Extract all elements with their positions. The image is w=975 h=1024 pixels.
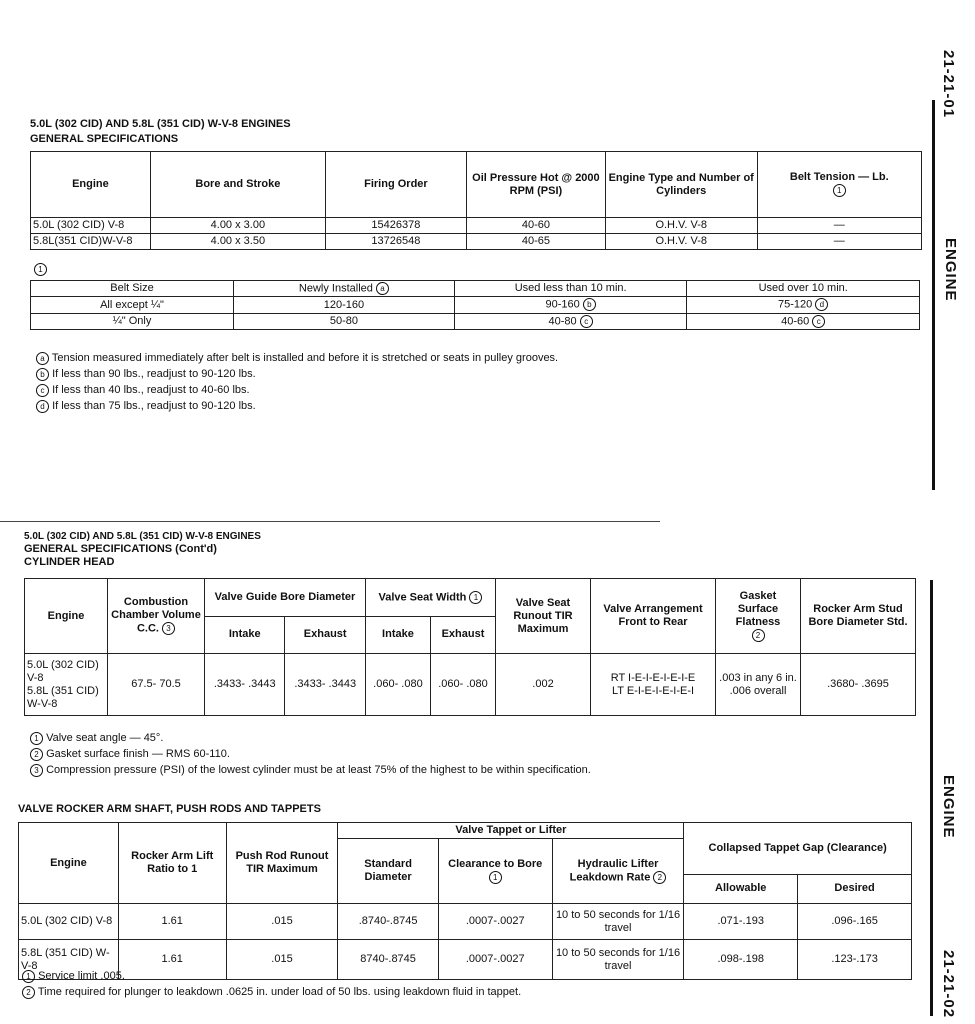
- arrangement-cell: RT I-E-I-E-I-E-I-E LT E-I-E-I-E-I-E-I: [591, 654, 716, 716]
- leakdown-cell: 10 to 50 seconds for 1/16 travel: [552, 904, 684, 940]
- col-engine: Engine: [19, 823, 119, 904]
- seat-exhaust-header: Exhaust: [430, 616, 495, 653]
- belt-size-cell: All except ¼": [31, 297, 234, 313]
- combustion-cell: 67.5- 70.5: [108, 654, 205, 716]
- table-row: [31, 218, 922, 234]
- ratio-cell: 1.61: [118, 940, 226, 980]
- belt-note-marker: 1: [34, 261, 47, 279]
- page1-side-rule: [932, 100, 935, 490]
- note-d: d If less than 75 lbs., readjust to 90-120 lbs.: [36, 398, 558, 414]
- ratio-cell: 1.61: [118, 904, 226, 940]
- belt-tension-table: [30, 280, 920, 330]
- head-note-3: 3 Compression pressure (PSI) of the lowest cylinder must be at least 75% of the highest to be within specification.: [30, 762, 591, 778]
- page1-side-title: ENGINE: [942, 238, 959, 302]
- belt-size-header: Belt Size: [31, 281, 234, 297]
- table-row: [25, 654, 916, 716]
- engine-cell: 5.0L (302 CID) V-8: [31, 218, 151, 234]
- col-lift-ratio: Rocker Arm Lift Ratio to 1: [118, 823, 226, 904]
- guide-intake-header: Intake: [205, 616, 285, 653]
- pushrod-cell: .015: [226, 940, 338, 980]
- leakdown-cell: 10 to 50 seconds for 1/16 travel: [552, 940, 684, 980]
- footnote-2-marker: 2: [752, 629, 765, 642]
- col-valve-tappet: Valve Tappet or Lifter: [338, 823, 684, 839]
- col-firing-order: Firing Order: [325, 152, 466, 218]
- engine-cell: 5.0L (302 CID) V-8 5.8L (351 CID) W-V-8: [25, 654, 108, 716]
- seat-intake-header: Intake: [365, 616, 430, 653]
- table-row: [31, 234, 922, 250]
- belt-tension-cell: —: [757, 234, 921, 250]
- seat-exhaust-cell: .060- .080: [430, 654, 495, 716]
- footnote-a-marker: a: [376, 282, 389, 295]
- footnote-c-marker: c: [580, 315, 593, 328]
- col-valve-seat: Valve Seat Width 1: [365, 579, 495, 617]
- col-collapsed-gap: Collapsed Tappet Gap (Clearance): [684, 823, 912, 875]
- footnote-3-marker: 3: [162, 622, 175, 635]
- desired-cell: .123-.173: [798, 940, 912, 980]
- used-less-cell: 90-160 b: [454, 297, 687, 313]
- oil-pressure-cell: 40-60: [466, 218, 605, 234]
- seat-intake-cell: .060- .080: [365, 654, 430, 716]
- firing-order-cell: 15426378: [325, 218, 466, 234]
- gasket-cell: .003 in any 6 in. .006 overall: [716, 654, 801, 716]
- guide-exhaust-cell: .3433- .3443: [285, 654, 365, 716]
- note-c: c If less than 40 lbs., readjust to 40-60 lbs.: [36, 382, 558, 398]
- col-engine: Engine: [31, 152, 151, 218]
- belt-size-cell: ¼" Only: [31, 313, 234, 329]
- footnote-1-marker: 1: [833, 184, 846, 197]
- col-engine-type: Engine Type and Number of Cylinders: [605, 152, 757, 218]
- col-valve-guide: Valve Guide Bore Diameter: [205, 579, 366, 617]
- belt-tension-label: Belt Tension — Lb.: [789, 171, 889, 184]
- footnote-d-marker: d: [815, 298, 828, 311]
- head-notes: [30, 730, 591, 778]
- page1-title: 5.0L (302 CID) AND 5.8L (351 CID) W-V-8 ENGINES: [30, 118, 291, 130]
- pushrod-cell: .015: [226, 904, 338, 940]
- used-over-header: Used over 10 min.: [687, 281, 920, 297]
- cylinder-head-table: [24, 578, 916, 716]
- col-pushrod-runout: Push Rod Runout TIR Maximum: [226, 823, 338, 904]
- col-clearance: Clearance to Bore 1: [438, 839, 552, 904]
- engine-cell: 5.0L (302 CID) V-8: [19, 904, 119, 940]
- allowable-cell: .098-.198: [684, 940, 798, 980]
- page1-side-number: 21-21-01: [940, 50, 957, 119]
- note-a: a Tension measured immediately after belt is installed and before it is stretched or seats in pulley grooves.: [36, 350, 558, 366]
- rocker-note-1: 1 Service limit .005.: [22, 968, 521, 984]
- engine-cell: 5.8L(351 CID)W-V-8: [31, 234, 151, 250]
- engine-cell: 5.8L (351 CID) W-V-8: [19, 940, 119, 980]
- rocker-arm-table: [18, 822, 912, 980]
- oil-pressure-cell: 40-65: [466, 234, 605, 250]
- page2-side-title: ENGINE: [940, 775, 957, 839]
- used-less-header: Used less than 10 min.: [454, 281, 687, 297]
- rocker-note-2: 2 Time required for plunger to leakdown .0625 in. under load of 50 lbs. using leakdown fluid in tappet.: [22, 984, 521, 1000]
- newly-installed-cell: 50-80: [233, 313, 454, 329]
- col-allowable: Allowable: [684, 874, 798, 903]
- clearance-cell: .0007-.0027: [438, 904, 552, 940]
- std-diameter-cell: .8740-.8745: [338, 904, 438, 940]
- used-over-cell: 75-120 d: [687, 297, 920, 313]
- table-row: [31, 313, 920, 329]
- page2-side-rule: [930, 580, 933, 1016]
- belt-tension-cell: —: [757, 218, 921, 234]
- rocker-notes: [22, 968, 521, 1000]
- clearance-cell: .0007-.0027: [438, 940, 552, 980]
- desired-cell: .096-.165: [798, 904, 912, 940]
- rocker-section-title: VALVE ROCKER ARM SHAFT, PUSH RODS AND TAPPETS: [18, 803, 321, 815]
- cylinder-head-heading: CYLINDER HEAD: [24, 556, 115, 568]
- head-note-2: 2 Gasket surface finish — RMS 60-110.: [30, 746, 591, 762]
- col-oil-pressure: Oil Pressure Hot @ 2000 RPM (PSI): [466, 152, 605, 218]
- page1-notes: [36, 350, 558, 414]
- col-standard-diameter: Standard Diameter: [338, 839, 438, 904]
- col-rocker-stud: Rocker Arm Stud Bore Diameter Std.: [801, 579, 916, 654]
- page2-subtitle: GENERAL SPECIFICATIONS (Cont'd): [24, 543, 217, 555]
- col-bore-stroke: Bore and Stroke: [150, 152, 325, 218]
- col-leakdown: Hydraulic Lifter Leakdown Rate 2: [552, 839, 684, 904]
- note-b: b If less than 90 lbs., readjust to 90-120 lbs.: [36, 366, 558, 382]
- page-divider: [0, 521, 660, 522]
- page2-title: 5.0L (302 CID) AND 5.8L (351 CID) W-V-8 ENGINES: [24, 531, 261, 542]
- col-valve-arrangement: Valve Arrangement Front to Rear: [591, 579, 716, 654]
- guide-intake-cell: .3433- .3443: [205, 654, 285, 716]
- col-gasket-flatness: Gasket Surface Flatness 2: [716, 579, 801, 654]
- bore-stroke-cell: 4.00 x 3.50: [150, 234, 325, 250]
- col-desired: Desired: [798, 874, 912, 903]
- rocker-stud-cell: .3680- .3695: [801, 654, 916, 716]
- general-spec-table: [30, 151, 922, 250]
- used-less-cell: 40-80 c: [454, 313, 687, 329]
- guide-exhaust-header: Exhaust: [285, 616, 365, 653]
- footnote-2-marker: 2: [653, 871, 666, 884]
- table-row: [19, 904, 912, 940]
- col-combustion: Combustion Chamber Volume C.C. 3: [108, 579, 205, 654]
- allowable-cell: .071-.193: [684, 904, 798, 940]
- head-note-1: 1 Valve seat angle — 45°.: [30, 730, 591, 746]
- engine-type-cell: O.H.V. V-8: [605, 234, 757, 250]
- col-seat-runout: Valve Seat Runout TIR Maximum: [496, 579, 591, 654]
- engine-type-cell: O.H.V. V-8: [605, 218, 757, 234]
- bore-stroke-cell: 4.00 x 3.00: [150, 218, 325, 234]
- used-over-cell: 40-60 c: [687, 313, 920, 329]
- std-diameter-cell: 8740-.8745: [338, 940, 438, 980]
- footnote-1-marker: 1: [489, 871, 502, 884]
- page1-subtitle: GENERAL SPECIFICATIONS: [30, 133, 179, 145]
- footnote-b-marker: b: [583, 298, 596, 311]
- newly-installed-cell: 120-160: [233, 297, 454, 313]
- col-belt-tension: [757, 152, 921, 218]
- col-engine: Engine: [25, 579, 108, 654]
- newly-installed-header: Newly Installed a: [233, 281, 454, 297]
- table-row: [31, 297, 920, 313]
- footnote-1-marker: 1: [469, 591, 482, 604]
- footnote-c-marker: c: [812, 315, 825, 328]
- runout-cell: .002: [496, 654, 591, 716]
- page2-side-number: 21-21-02: [940, 950, 957, 1019]
- firing-order-cell: 13726548: [325, 234, 466, 250]
